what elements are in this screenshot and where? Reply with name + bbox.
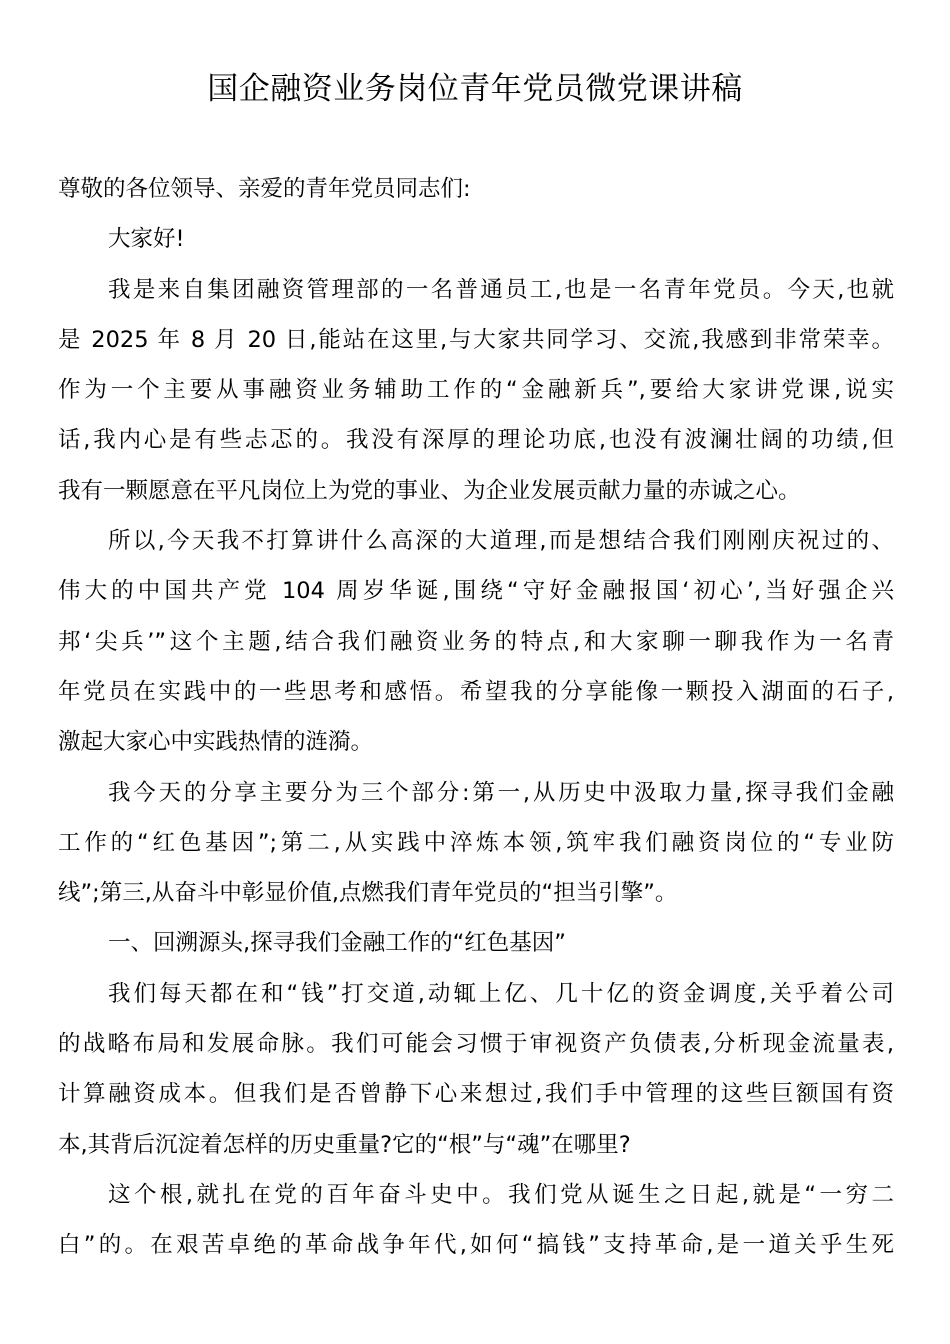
- paragraph-line: 所以,今天我不打算讲什么高深的大道理,而是想结合我们刚刚庆祝过的、: [108, 528, 894, 555]
- paragraph-line: 我们每天都在和“钱”打交道,动辄上亿、几十亿的资金调度,关乎着公司: [108, 980, 894, 1007]
- paragraph-line: 邦‘尖兵’”这个主题,结合我们融资业务的特点,和大家聊一聊我作为一名青: [58, 628, 894, 655]
- paragraph-line: 线”;第三,从奋斗中彰显价值,点燃我们青年党员的“担当引擎”。: [58, 880, 678, 907]
- paragraph-line: 本,其背后沉淀着怎样的历史重量?它的“根”与“魂”在哪里?: [58, 1131, 631, 1158]
- paragraph-line: 是 2025 年 8 月 20 日,能站在这里,与大家共同学习、交流,我感到非常荣幸。: [58, 326, 894, 353]
- greeting-line: 大家好!: [108, 226, 185, 253]
- paragraph-line: 我今天的分享主要分为三个部分:第一,从历史中汲取力量,探寻我们金融: [108, 779, 894, 806]
- paragraph-line: 伟大的中国共产党 104 周岁华诞,围绕“守好金融报国‘初心’,当好强企兴: [58, 578, 894, 605]
- paragraph-line: 我有一颗愿意在平凡岗位上为党的事业、为企业发展贡献力量的赤诚之心。: [58, 477, 801, 504]
- paragraph-line: 工作的“红色基因”;第二,从实践中淬炼本领,筑牢我们融资岗位的“专业防: [58, 829, 894, 856]
- document-body: [58, 164, 894, 1271]
- paragraph-line: 计算融资成本。但我们是否曾静下心来想过,我们手中管理的这些巨额国有资: [58, 1081, 894, 1108]
- paragraph-line: 这个根,就扎在党的百年奋斗史中。我们党从诞生之日起,就是“一穷二: [108, 1181, 894, 1208]
- document-title: 国企融资业务岗位青年党员微党课讲稿: [207, 71, 743, 107]
- paragraph-line: 作为一个主要从事融资业务辅助工作的“金融新兵”,要给大家讲党课,说实: [58, 377, 894, 404]
- salutation-line: 尊敬的各位领导、亲爱的青年党员同志们:: [58, 176, 471, 202]
- paragraph-line: 我是来自集团融资管理部的一名普通员工,也是一名青年党员。今天,也就: [108, 276, 894, 303]
- paragraph-line: 的战略布局和发展命脉。我们可能会习惯于审视资产负债表,分析现金流量表,: [58, 1031, 894, 1058]
- paragraph-line: 话,我内心是有些忐忑的。我没有深厚的理论功底,也没有波澜壮阔的功绩,但: [58, 427, 894, 454]
- paragraph-line: 白”的。在艰苦卓绝的革命战争年代,如何“搞钱”支持革命,是一道关乎生死: [58, 1232, 894, 1259]
- section-heading: 一、回溯源头,探寻我们金融工作的“红色基因”: [108, 930, 566, 957]
- paragraph-line: 激起大家心中实践热情的涟漪。: [58, 729, 374, 756]
- paragraph-line: 年党员在实践中的一些思考和感悟。希望我的分享能像一颗投入湖面的石子,: [58, 678, 894, 705]
